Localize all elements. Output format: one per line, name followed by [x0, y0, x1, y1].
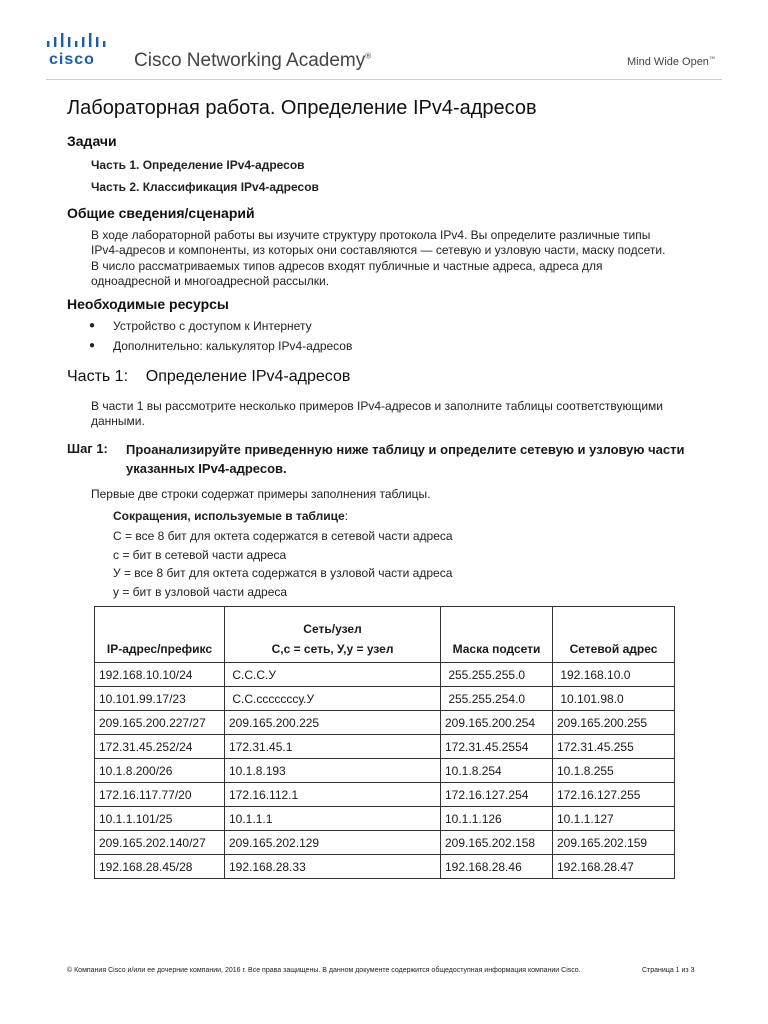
net-host-cell: 209.165.202.129	[225, 831, 441, 855]
step1-text: Проанализируйте приведенную ниже таблицу и определите сетевую и узловую части указанных IPv4-адресов.	[126, 442, 685, 476]
table-row	[95, 735, 675, 759]
net-host-cell: 10.1.8.193	[225, 759, 441, 783]
ip-prefix-cell: 10.101.99.17/23	[95, 687, 225, 711]
resources-heading: Необходимые ресурсы	[67, 296, 229, 312]
background-line: IPv4-адресов и компоненты, из которых они составляются — сетевую и узловую части, маску подсети.	[91, 243, 666, 257]
net-host-cell: 192.168.28.33	[225, 855, 441, 879]
table-header-row	[95, 607, 675, 663]
step1-intro: Первые две строки содержат примеры заполнения таблицы.	[91, 487, 431, 501]
ip-prefix-cell: 192.168.10.10/24	[95, 663, 225, 687]
subnet-mask-cell: 209.165.202.158	[441, 831, 553, 855]
net-host-cell: 209.165.200.225	[225, 711, 441, 735]
subnet-mask-cell: 10.1.8.254	[441, 759, 553, 783]
objective-item: Часть 1. Определение IPv4-адресов	[91, 158, 305, 172]
network-address-cell: 10.1.8.255	[553, 759, 675, 783]
bullet-icon: ●	[89, 340, 96, 351]
table-row	[95, 759, 675, 783]
network-address-cell: 10.1.1.127	[553, 807, 675, 831]
abbreviation-line: У = все 8 бит для октета содержатся в узловой части адреса	[113, 566, 453, 580]
ip-prefix-cell: 172.31.45.252/24	[95, 735, 225, 759]
ip-prefix-cell: 172.16.117.77/20	[95, 783, 225, 807]
part1-line: данными.	[91, 414, 145, 428]
subnet-mask-cell: 10.1.1.126	[441, 807, 553, 831]
net-host-cell: 10.1.1.1	[225, 807, 441, 831]
net-host-cell: 172.31.45.1	[225, 735, 441, 759]
cisco-logo-bars-icon	[46, 32, 110, 50]
column-header-net-host: Сеть/узел С,с = сеть, У,у = узел	[225, 607, 441, 663]
resource-item: Дополнительно: калькулятор IPv4-адресов	[113, 339, 353, 353]
background-line: В ходе лабораторной работы вы изучите структуру протокола IPv4. Вы определите различные типы	[91, 228, 651, 242]
background-heading: Общие сведения/сценарий	[67, 205, 255, 221]
net-host-cell: С.С.ссссссcу.У	[225, 687, 441, 711]
subnet-mask-cell: 255.255.254.0	[441, 687, 553, 711]
network-address-cell: 209.165.202.159	[553, 831, 675, 855]
column-header-subnet-mask: Маска подсети	[441, 607, 553, 663]
header-divider	[46, 79, 722, 80]
network-address-cell: 192.168.28.47	[553, 855, 675, 879]
table-row	[95, 831, 675, 855]
cisco-logo-text: cisco	[49, 51, 95, 68]
part1-title: Часть 1: Определение IPv4-адресов	[67, 368, 351, 385]
network-address-cell: 192.168.10.0	[553, 663, 675, 687]
objectives-heading: Задачи	[67, 133, 117, 149]
bullet-icon: ●	[89, 320, 96, 331]
net-host-cell: С.С.С.У	[225, 663, 441, 687]
ip-prefix-cell: 10.1.8.200/26	[95, 759, 225, 783]
network-address-cell: 209.165.200.255	[553, 711, 675, 735]
table-row	[95, 807, 675, 831]
footer-copyright: © Компания Cisco и/или ее дочерние компании, 2016 г. Все права защищены. В данном документе содержится общедоступная информация компании Cisco.	[67, 967, 581, 974]
part1-line: В части 1 вы рассмотрите несколько примеров IPv4-адресов и заполните таблицы соответствующими	[91, 399, 663, 413]
table-row	[95, 663, 675, 687]
subnet-mask-cell: 255.255.255.0	[441, 663, 553, 687]
background-line: В число рассматриваемых типов адресов входят публичные и частные адреса, адреса для	[91, 259, 603, 273]
subnet-mask-cell: 172.16.127.254	[441, 783, 553, 807]
network-address-cell: 172.16.127.255	[553, 783, 675, 807]
subnet-mask-cell: 209.165.200.254	[441, 711, 553, 735]
ip-prefix-cell: 10.1.1.101/25	[95, 807, 225, 831]
column-header-network-address: Сетевой адрес	[553, 607, 675, 663]
background-line: одноадресной и многоадресной рассылки.	[91, 274, 330, 288]
step1-label: Шаг 1:	[67, 441, 108, 456]
footer-page-number: Страница 1 из 3	[642, 967, 695, 974]
page-title: Лабораторная работа. Определение IPv4-адресов	[67, 97, 537, 119]
network-address-cell: 172.31.45.255	[553, 735, 675, 759]
net-host-cell: 172.16.112.1	[225, 783, 441, 807]
network-address-cell: 10.101.98.0	[553, 687, 675, 711]
abbreviation-line: С = все 8 бит для октета содержатся в сетевой части адреса	[113, 529, 453, 543]
abbreviation-line: у = бит в узловой части адреса	[113, 585, 288, 599]
table-row	[95, 687, 675, 711]
ip-prefix-cell: 192.168.28.45/28	[95, 855, 225, 879]
ip-prefix-cell: 209.165.202.140/27	[95, 831, 225, 855]
ip-prefix-cell: 209.165.200.227/27	[95, 711, 225, 735]
ip-address-table	[94, 606, 675, 879]
column-header-ip: IP-адрес/префикс	[95, 607, 225, 663]
academy-name: Cisco Networking Academy®	[134, 50, 372, 71]
abbreviation-line: с = бит в сетевой части адреса	[113, 548, 287, 562]
table-row	[95, 783, 675, 807]
resource-item: Устройство с доступом к Интернету	[113, 319, 312, 333]
abbreviations-heading: Сокращения, используемые в таблице:	[113, 509, 349, 523]
subnet-mask-cell: 192.168.28.46	[441, 855, 553, 879]
table-row	[95, 855, 675, 879]
subnet-mask-cell: 172.31.45.2554	[441, 735, 553, 759]
table-row	[95, 711, 675, 735]
objective-item: Часть 2. Классификация IPv4-адресов	[91, 180, 319, 194]
tagline: Mind Wide Open™	[627, 56, 715, 68]
